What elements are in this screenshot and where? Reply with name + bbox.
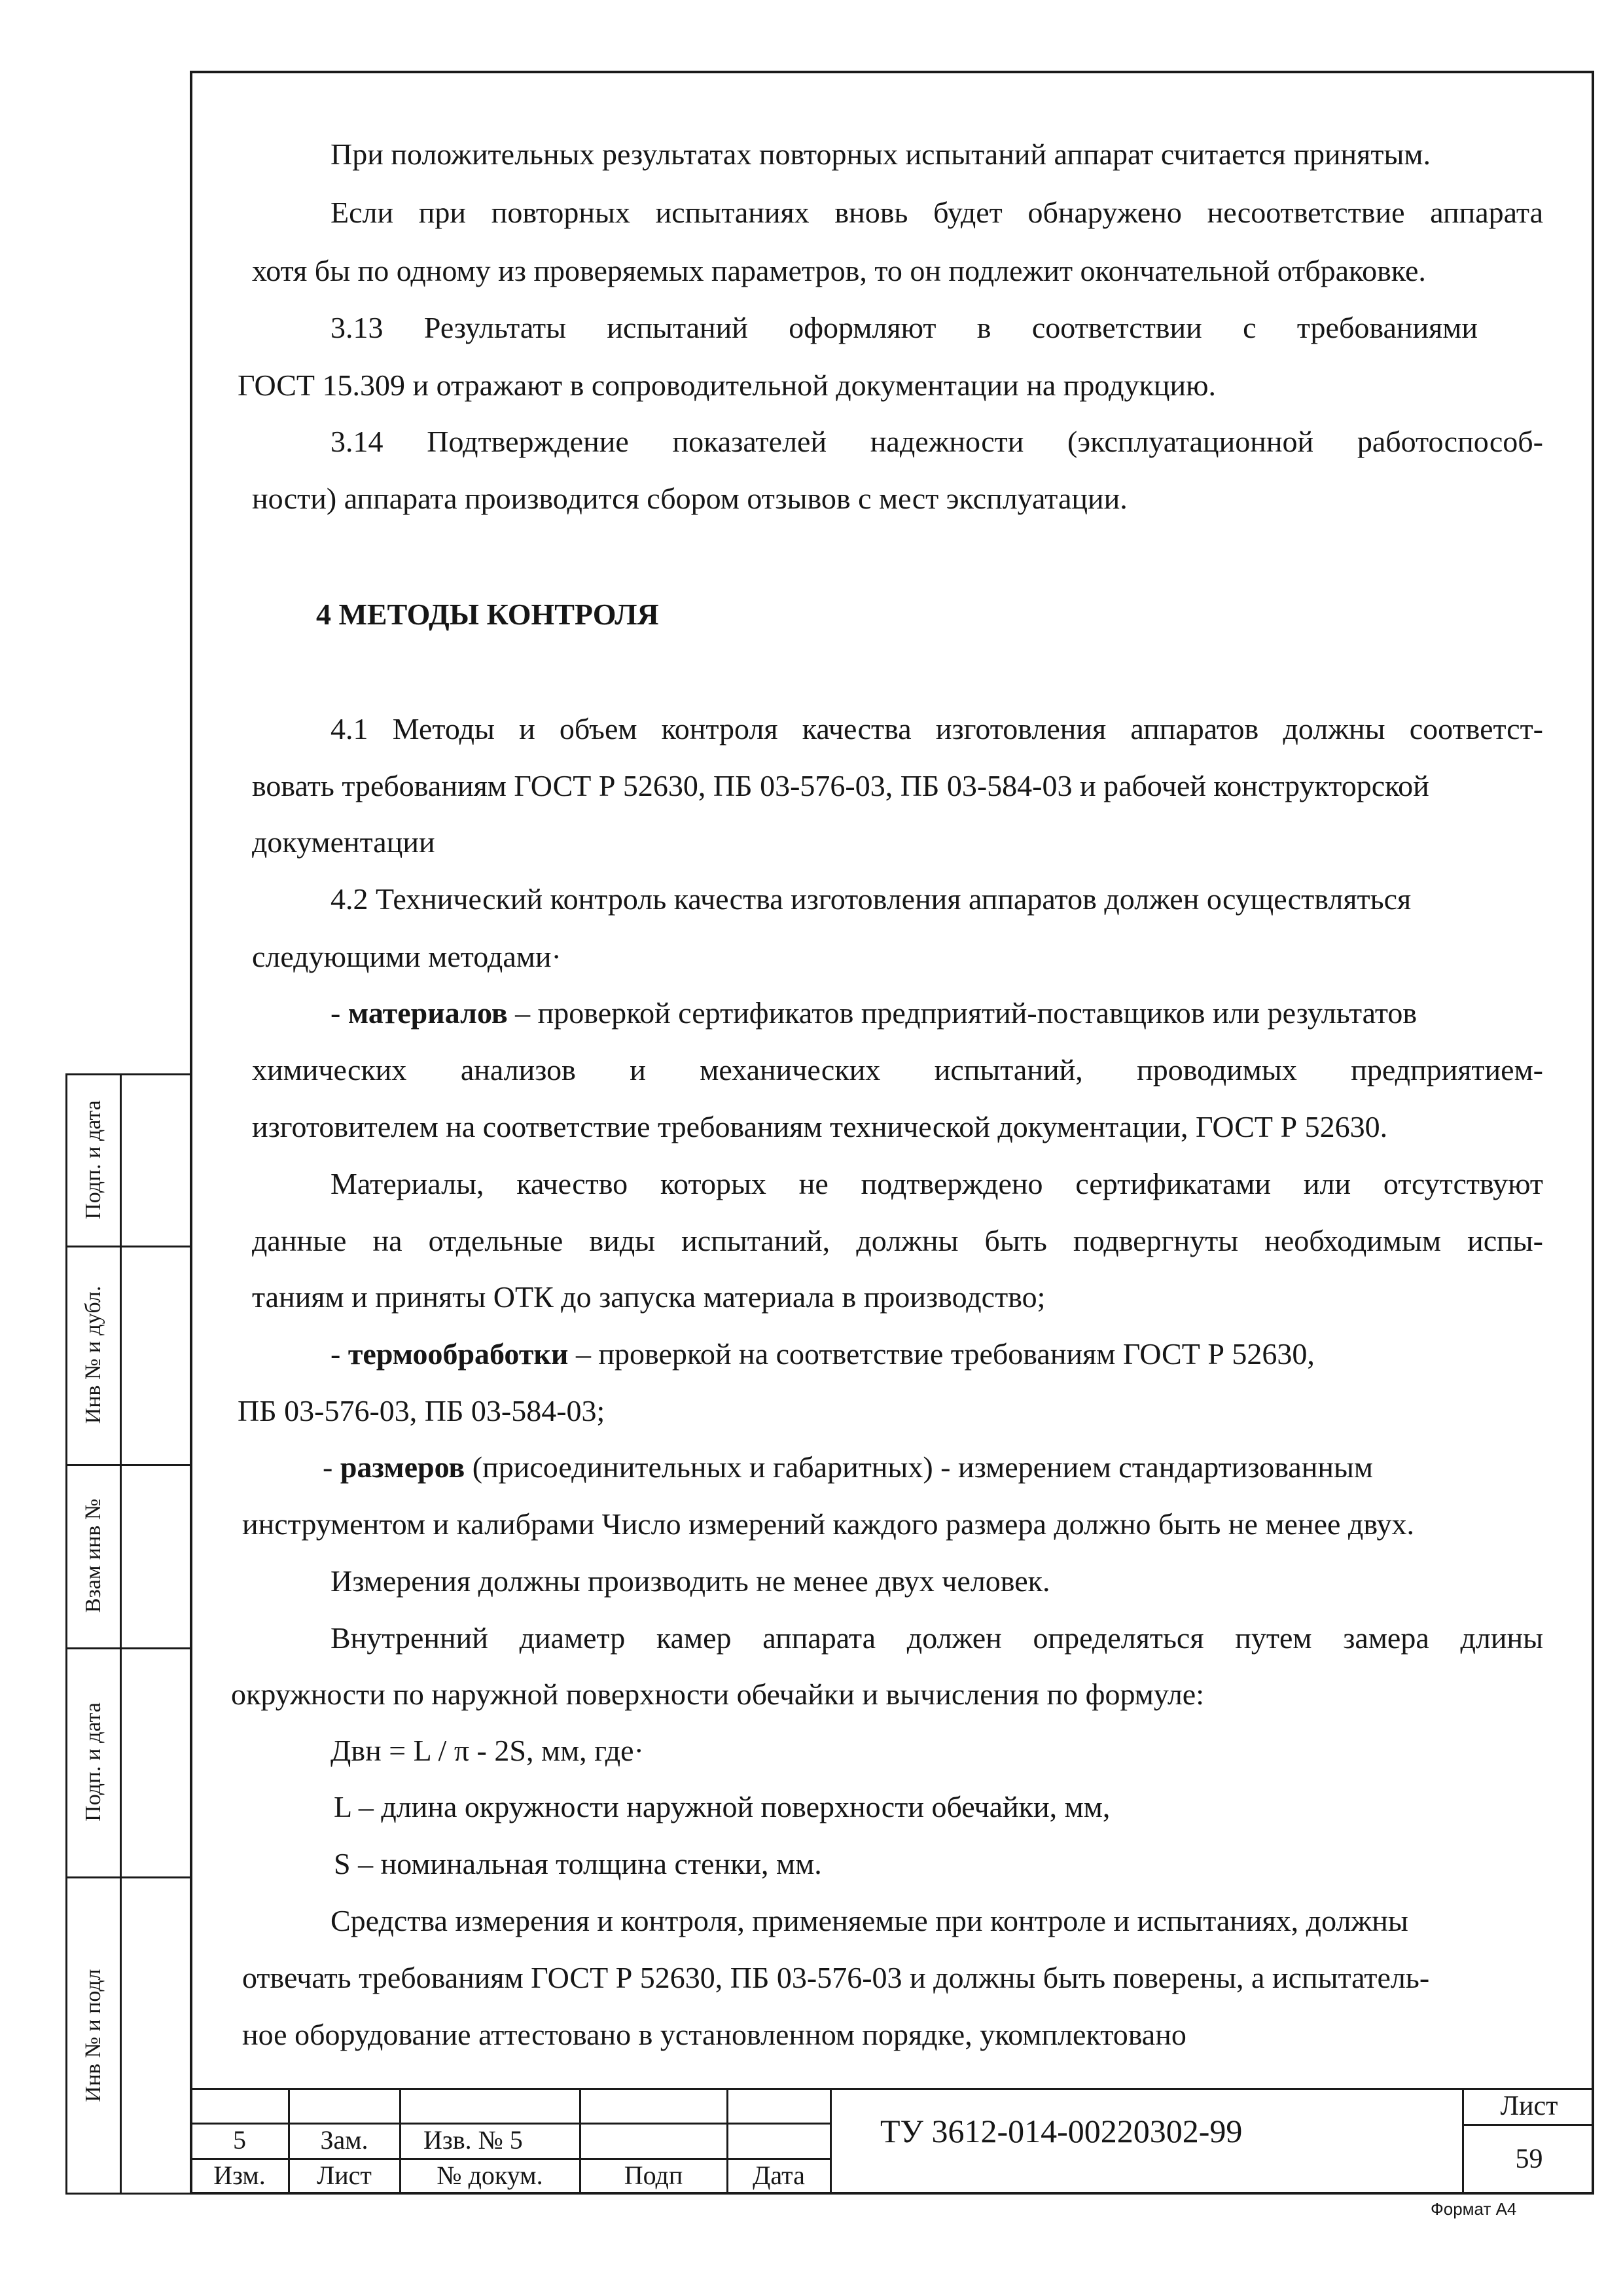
side-label-replaced-number: Взам инв №	[81, 1498, 105, 1613]
paragraph-line: ПБ 03-576-03, ПБ 03-584-03;	[238, 1394, 605, 1427]
section-heading: 4 МЕТОДЫ КОНТРОЛЯ	[316, 598, 659, 631]
paragraph-line: следующими методами·	[252, 940, 562, 973]
side-label-signature-date: Подп. и дата	[81, 1100, 105, 1219]
side-divider	[65, 1647, 190, 1649]
paragraph-line: окружности по наружной поверхности обечайки и вычисления по формуле:	[231, 1677, 1205, 1711]
header-sheet: Лист	[317, 2161, 372, 2190]
header-signature: Подп	[624, 2161, 683, 2190]
bold-term: термообработки	[348, 1337, 569, 1371]
bold-term: материалов	[348, 996, 508, 1030]
paragraph-line: инструментом и калибрами Число измерений каждого размера должно быть не менее двух.	[242, 1507, 1414, 1541]
sheet-number: 59	[1515, 2144, 1543, 2174]
paragraph-line: документации	[252, 825, 435, 859]
sheet-label: Лист	[1500, 2091, 1558, 2121]
side-divider	[65, 1464, 190, 1466]
bold-term: размеров	[340, 1450, 465, 1484]
formula: Двн = L / π - 2S, мм, где·	[330, 1734, 644, 1767]
paragraph-line: Материалы, качество которых не подтверждено сертификатами или отсутствуют	[330, 1167, 1543, 1200]
paragraph-line: ГОСТ 15.309 и отражают в сопроводительной документации на продукцию.	[238, 368, 1216, 402]
paragraph-line: При положительных результатах повторных испытаний аппарат считается принятым.	[330, 137, 1431, 171]
change-sheet: Зам.	[320, 2125, 368, 2155]
side-divider	[65, 1246, 190, 1247]
side-label-original-number: Инв № и подл	[81, 1969, 105, 2102]
paragraph-line: хотя бы по одному из проверяемых параметров, то он подлежит окончательной отбраковке.	[252, 254, 1426, 287]
change-number: 5	[233, 2125, 246, 2155]
paragraph-line: отвечать требованиям ГОСТ Р 52630, ПБ 03-576-03 и должны быть поверены, а испытатель-	[242, 1961, 1430, 1994]
side-label-duplicate-number: Инв № и дубл.	[81, 1285, 105, 1424]
paragraph-line: 3.13 Результаты испытаний оформляют в соответствии с требованиями	[330, 311, 1478, 344]
paragraph-line: данные на отдельные виды испытаний, должны быть подвергнуты необходимым испы-	[252, 1224, 1543, 1257]
paragraph-line: таниям и приняты ОТК до запуска материала в производство;	[252, 1280, 1046, 1314]
list-item-materials: - материалов – проверкой сертификатов предприятий-поставщиков или результатов	[330, 996, 1418, 1030]
paragraph-line: Внутренний диаметр камер аппарата должен определяться путем замера длины	[330, 1621, 1543, 1655]
title-block-col-line	[830, 2088, 832, 2195]
format-label: Формат А4	[1431, 2199, 1517, 2219]
paragraph-line: 4.1 Методы и объем контроля качества изготовления аппаратов должны соответст-	[330, 712, 1543, 745]
document-code: ТУ 3612-014-00220302-99	[880, 2113, 1243, 2149]
paragraph-line: изготовителем на соответствие требованиям технической документации, ГОСТ Р 52630.	[252, 1110, 1388, 1143]
paragraph-line: Измерения должны производить не менее двух человек.	[330, 1564, 1050, 1598]
paragraph-line: 4.2 Технический контроль качества изготовления аппаратов должен осуществляться	[330, 882, 1412, 916]
header-change: Изм.	[213, 2161, 266, 2190]
header-date: Дата	[753, 2161, 805, 2190]
paragraph-line: ности) аппарата производится сбором отзывов с мест эксплуатации.	[252, 482, 1128, 515]
change-document: Изв. № 5	[423, 2125, 523, 2155]
list-item-dimensions: - размеров (присоединительных и габаритных) - измерением стандартизованным	[323, 1450, 1374, 1484]
paragraph-line: ное оборудование аттестовано в установленном порядке, укомплектовано	[242, 2018, 1186, 2051]
paragraph-line: 3.14 Подтверждение показателей надежности (эксплуатационной работоспособ-	[330, 425, 1543, 458]
paragraph-line: химических анализов и механических испытаний, проводимых предприятием-	[252, 1053, 1543, 1086]
paragraph-line: Средства измерения и контроля, применяемые при контроле и испытаниях, должны	[330, 1904, 1408, 1937]
side-divider	[65, 1876, 190, 1878]
sheet-cell-line	[1462, 2124, 1594, 2126]
side-label-signature-date: Подп. и дата	[81, 1702, 105, 1821]
definition-l: L – длина окружности наружной поверхности обечайки, мм,	[334, 1790, 1111, 1823]
list-item-heat-treatment: - термообработки – проверкой на соответствие требованиям ГОСТ Р 52630,	[330, 1337, 1315, 1371]
paragraph-line: вовать требованиям ГОСТ Р 52630, ПБ 03-576-03, ПБ 03-584-03 и рабочей конструкторской	[252, 769, 1429, 802]
definition-s: S – номинальная толщина стенки, мм.	[334, 1847, 822, 1880]
paragraph-line: Если при повторных испытаниях вновь будет обнаружено несоответствие аппарата	[330, 196, 1543, 229]
header-document-number: № докум.	[437, 2161, 543, 2190]
